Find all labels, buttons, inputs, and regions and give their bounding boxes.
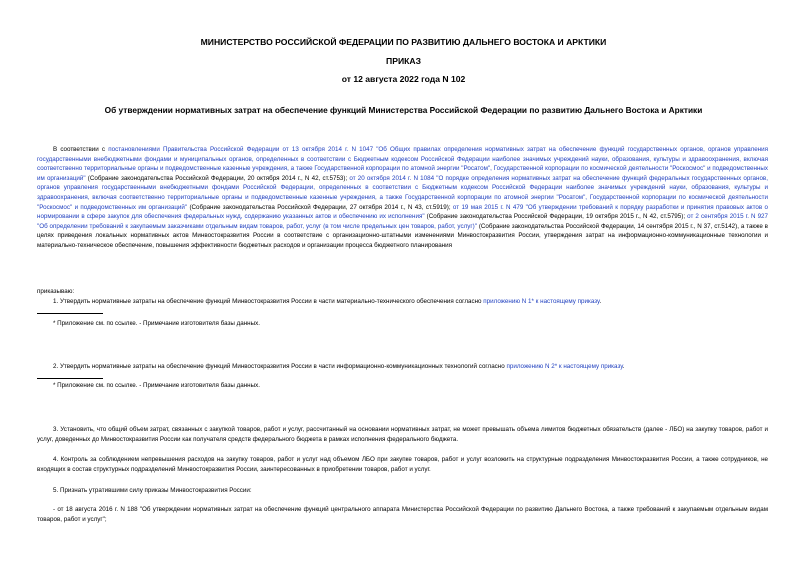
footnote-divider [37, 313, 103, 314]
item-5: 5. Признать утратившими силу приказы Минвостокразвития России: [53, 487, 252, 494]
preamble-text-2: (Собрание законодательства Российской Федерации, 20 октября 2014 г., N 42, ст.5753); [85, 174, 350, 182]
item-5-sub-1: - от 18 августа 2016 г. N 188 "Об утверждении нормативных затрат на обеспечение функций центрального аппарата Министерства Российской Федерации по развитию Дальнего Востока, а также требований к закупаемым отдельным видам товаров, работ и услуг"; [37, 506, 768, 523]
footnote-1: * Приложение см. по ссылке. - Примечание изготовителя базы данных. [53, 320, 260, 327]
appendix-2-link[interactable]: приложению N 2* к настоящему приказу [506, 363, 623, 370]
appendix-1-link[interactable]: приложению N 1* к настоящему приказу [483, 298, 600, 305]
item-2-text: 2. Утвердить нормативные затраты на обеспечение функций Минвостокразвития России в части информационно-коммуникационных технологий согласно [53, 363, 507, 370]
decree-479-link[interactable]: от 19 мая 2015 г. N 479 "Об утверждении требований к порядку разработки и принятия правовых актов о нормировании в сфере закупок для обеспечения федеральных нужд, содержанию указанных актов и обеспечению их исполнения" [37, 203, 769, 221]
item-1 [37, 297, 768, 307]
item-1-text: 1. Утвердить нормативные затраты на обеспечение функций Минвостокразвития России в части материально-технического обеспечения согласно [53, 298, 484, 305]
ministry-name: МИНИСТЕРСТВО РОССИЙСКОЙ ФЕДЕРАЦИИ ПО РАЗВИТИЮ ДАЛЬНЕГО ВОСТОКА И АРКТИКИ [200, 37, 607, 47]
decree-927-link[interactable]: от 2 сентября 2015 г. N 927 "Об определении требований к закупаемым заказчиками отдельным видам товаров, работ, услуг (в том числе предельных цен товаров, работ, услуг)" [37, 213, 769, 230]
item-3: 3. Установить, что общий объем затрат, связанных с закупкой товаров, работ и услуг, рассчитанный на основании нормативных затрат, не может превышать объема лимитов бюджетных обязательств (далее - ЛБО) на закупку товаров, работ и услуг, доведенных до Минвостокразвития России как получателя средств федерального бюджета в рамках исполнения федерального бюджета. [37, 426, 768, 443]
item-4: 4. Контроль за соблюдением непревышения расходов на закупку товаров, работ и услуг над объемом ЛБО при закупке товаров, работ и услуг возложить на структурные подразделения Минвостокразвития России, а также сотрудников, не входящих в состав структурных подразделений Минвостокразвития России, заинтересованных в приобретении товаров, работ и услуг. [37, 456, 768, 473]
preamble-paragraph [37, 145, 768, 251]
item-1-end: . [599, 298, 602, 305]
preamble-text-1: В соответствии с [53, 146, 109, 153]
footnote-divider [37, 378, 103, 379]
preamble-text-3: (Собрание законодательства Российской Федерации, 27 октября 2014 г., N 43, ст.5919); [187, 203, 453, 211]
decree-1084-link[interactable]: от 20 октября 2014 г. N 1084 "О порядке определения нормативных затрат на обеспечение функций федеральных государственных органов, органов управления государственными внебюджетными фондами Российской Федерации, определенных в соответствии с Бюджетным кодексом Российской Федерации наиболее значимых учреждений науки, образования, культуры и здравоохранения, включая соответственно территориальные органы и подведомственные казенные учреждения, а также Государственной корпорации по атомной энергии "Росатом", Государственной корпорации по космической деятельности "Роскосмос" и подведомственных им организаций" [37, 174, 768, 211]
item-2 [37, 362, 768, 372]
document-type: ПРИКАЗ [386, 56, 421, 66]
document-date-number: от 12 августа 2022 года N 102 [341, 74, 466, 84]
decree-1047-link[interactable]: постановлениями Правительства Российской Федерации от 13 октября 2014 г. N 1047 "Об Общих правилах определения нормативных затрат на обеспечение функций государственных органов, органов управления государственными внебюджетными фондами и муниципальных органов, определенных в соответствии с Бюджетным кодексом Российской Федерации наиболее значимых учреждений науки, образования, культуры и здравоохранения, включая соответственно территориальные органы и подведомственные казенные учреждения, а также Государственной корпорации по атомной энергии "Росатом", Государственной корпорации по космической деятельности "Роскосмос" и подведомственных им организаций" [37, 146, 769, 182]
order-word: приказываю: [37, 288, 75, 295]
item-2-end: . [622, 363, 625, 370]
preamble-text-4: (Собрание законодательства Российской Федерации, 19 октября 2015 г., N 42, ст.5795); [424, 213, 688, 221]
document-title: Об утверждении нормативных затрат на обеспечение функций Министерства Российской Федерации по развитию Дальнего Востока и Арктики [104, 105, 703, 115]
footnote-2: * Приложение см. по ссылке. - Примечание изготовителя базы данных. [53, 382, 260, 389]
preamble-text-5: (Собрание законодательства Российской Федерации, 14 сентября 2015 г., N 37, ст.5142), а также в целях приведения локальных нормативных актов Минвостокразвития России в соответствие с организационно-штатными изменениями Минвостокразвития России, утверждения затрат на информационно-коммуникационные технологии и материально-техническое обеспечение, повышения эффективности бюджетных расходов и организации процесса бюджетного планирования [37, 222, 768, 249]
